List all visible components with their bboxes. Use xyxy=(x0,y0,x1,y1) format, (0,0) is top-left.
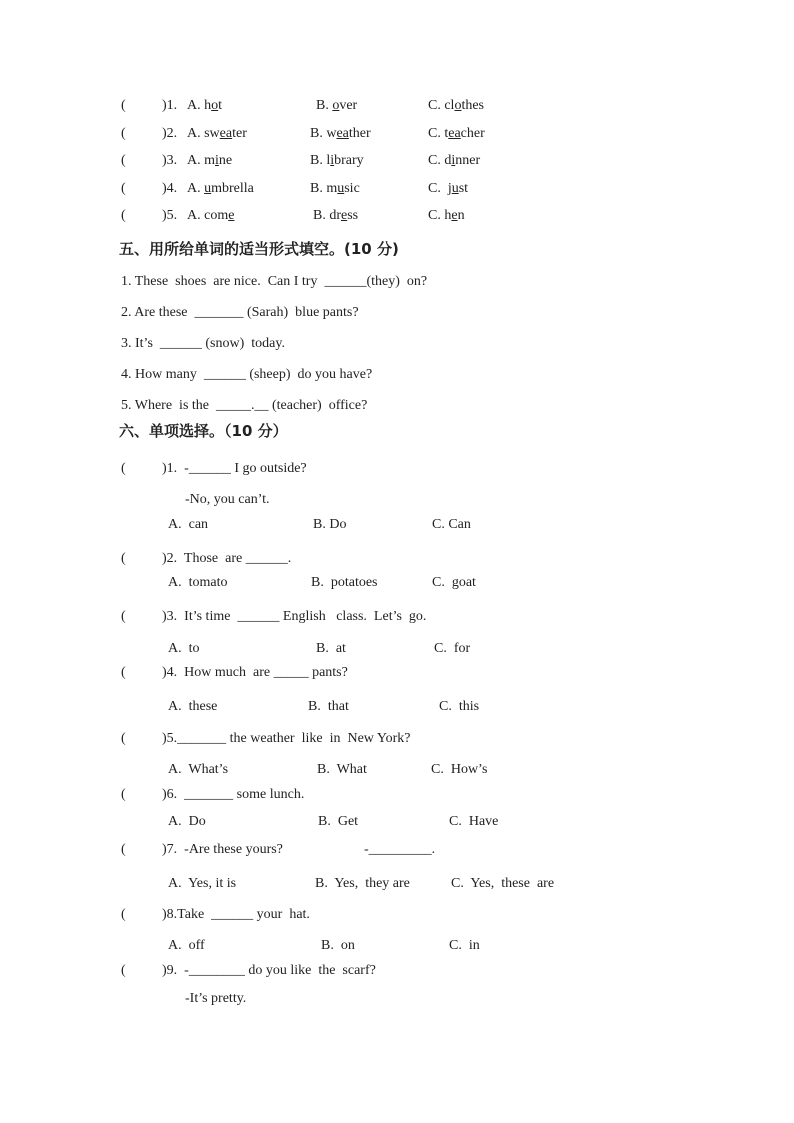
item-number: )3. xyxy=(162,153,178,168)
option-a: A. mine xyxy=(187,153,233,168)
option-a: A. to xyxy=(168,641,200,656)
option-c: C. Can xyxy=(432,517,471,532)
answer-paren[interactable]: ( xyxy=(121,907,126,922)
answer-paren[interactable]: ( xyxy=(121,787,126,802)
item-number: )4. xyxy=(162,181,178,196)
option-a: A. Do xyxy=(168,814,206,829)
option-b: B. over xyxy=(316,98,358,113)
option-a: A. off xyxy=(168,938,205,953)
question-reply: -No, you can’t. xyxy=(185,492,270,507)
option-c: C. Have xyxy=(449,814,499,829)
answer-paren[interactable]: ( xyxy=(121,551,126,566)
item-number: )5. xyxy=(162,208,178,223)
fill-item-4: 4. How many ______ (sheep) do you have? xyxy=(121,367,373,382)
fill-item-1: 1. These shoes are nice. Can I try ______(they) on? xyxy=(121,274,428,289)
answer-paren[interactable]: ( xyxy=(121,665,126,680)
fill-item-3: 3. It’s ______ (snow) today. xyxy=(121,336,285,351)
option-c: C. How’s xyxy=(431,762,488,777)
fill-item-2: 2. Are these _______ (Sarah) blue pants? xyxy=(121,305,359,320)
question-reply: -It’s pretty. xyxy=(185,991,247,1006)
answer-paren[interactable]: ( xyxy=(121,842,126,857)
option-b: B. Get xyxy=(318,814,359,829)
option-a: A. Yes, it is xyxy=(168,876,237,891)
option-a: A. hot xyxy=(187,98,223,113)
question-reply: -_________. xyxy=(364,842,436,857)
option-c: C. dinner xyxy=(428,153,481,168)
answer-paren[interactable]: ( xyxy=(121,153,126,168)
answer-paren[interactable]: ( xyxy=(121,98,126,113)
item-number: )1. xyxy=(162,98,178,113)
option-b: B. What xyxy=(317,762,367,777)
option-b: B. on xyxy=(321,938,355,953)
section-heading-6: 六、单项选择。（10 分） xyxy=(119,422,288,440)
item-number: )2. xyxy=(162,126,178,141)
fill-item-5: 5. Where is the _____.__ (teacher) office? xyxy=(121,398,368,413)
answer-paren[interactable]: ( xyxy=(121,963,126,978)
question-stem: )6. _______ some lunch. xyxy=(162,787,305,802)
question-stem: )9. -________ do you like the scarf? xyxy=(162,963,376,978)
option-a: A. umbrella xyxy=(187,181,254,196)
option-b: B. dress xyxy=(313,208,359,223)
answer-paren[interactable]: ( xyxy=(121,126,126,141)
question-stem: )3. It’s time ______ English class. Let’s go. xyxy=(162,609,427,624)
option-a: A. can xyxy=(168,517,209,532)
question-stem: )5._______ the weather like in New York? xyxy=(162,731,411,746)
answer-paren[interactable]: ( xyxy=(121,181,126,196)
option-a: A. sweater xyxy=(187,126,247,141)
option-a: A. come xyxy=(187,208,235,223)
option-a: A. these xyxy=(168,699,218,714)
question-stem: )7. -Are these yours? xyxy=(162,842,283,857)
option-b: B. that xyxy=(308,699,349,714)
option-b: B. Do xyxy=(313,517,347,532)
option-c: C. clothes xyxy=(428,98,485,113)
option-b: B. library xyxy=(310,153,364,168)
answer-paren[interactable]: ( xyxy=(121,461,126,476)
question-stem: )2. Those are ______. xyxy=(162,551,292,566)
option-c: C. teacher xyxy=(428,126,485,141)
option-b: B. Yes, they are xyxy=(315,876,410,891)
option-b: B. music xyxy=(310,181,360,196)
option-b: B. at xyxy=(316,641,346,656)
option-c: C. hen xyxy=(428,208,465,223)
option-a: A. What’s xyxy=(168,762,229,777)
option-b: B. weather xyxy=(310,126,371,141)
option-c: C. Yes, these are xyxy=(451,876,555,891)
question-stem: )4. How much are _____ pants? xyxy=(162,665,348,680)
option-c: C. for xyxy=(434,641,471,656)
answer-paren[interactable]: ( xyxy=(121,731,126,746)
option-c: C. this xyxy=(439,699,480,714)
question-stem: )1. -______ I go outside? xyxy=(162,461,307,476)
answer-paren[interactable]: ( xyxy=(121,609,126,624)
option-c: C. just xyxy=(428,181,469,196)
section-heading-5: 五、用所给单词的适当形式填空。(10 分) xyxy=(119,240,399,258)
answer-paren[interactable]: ( xyxy=(121,208,126,223)
question-stem: )8.Take ______ your hat. xyxy=(162,907,310,922)
option-b: B. potatoes xyxy=(311,575,378,590)
option-c: C. goat xyxy=(432,575,476,590)
option-c: C. in xyxy=(449,938,480,953)
option-a: A. tomato xyxy=(168,575,228,590)
